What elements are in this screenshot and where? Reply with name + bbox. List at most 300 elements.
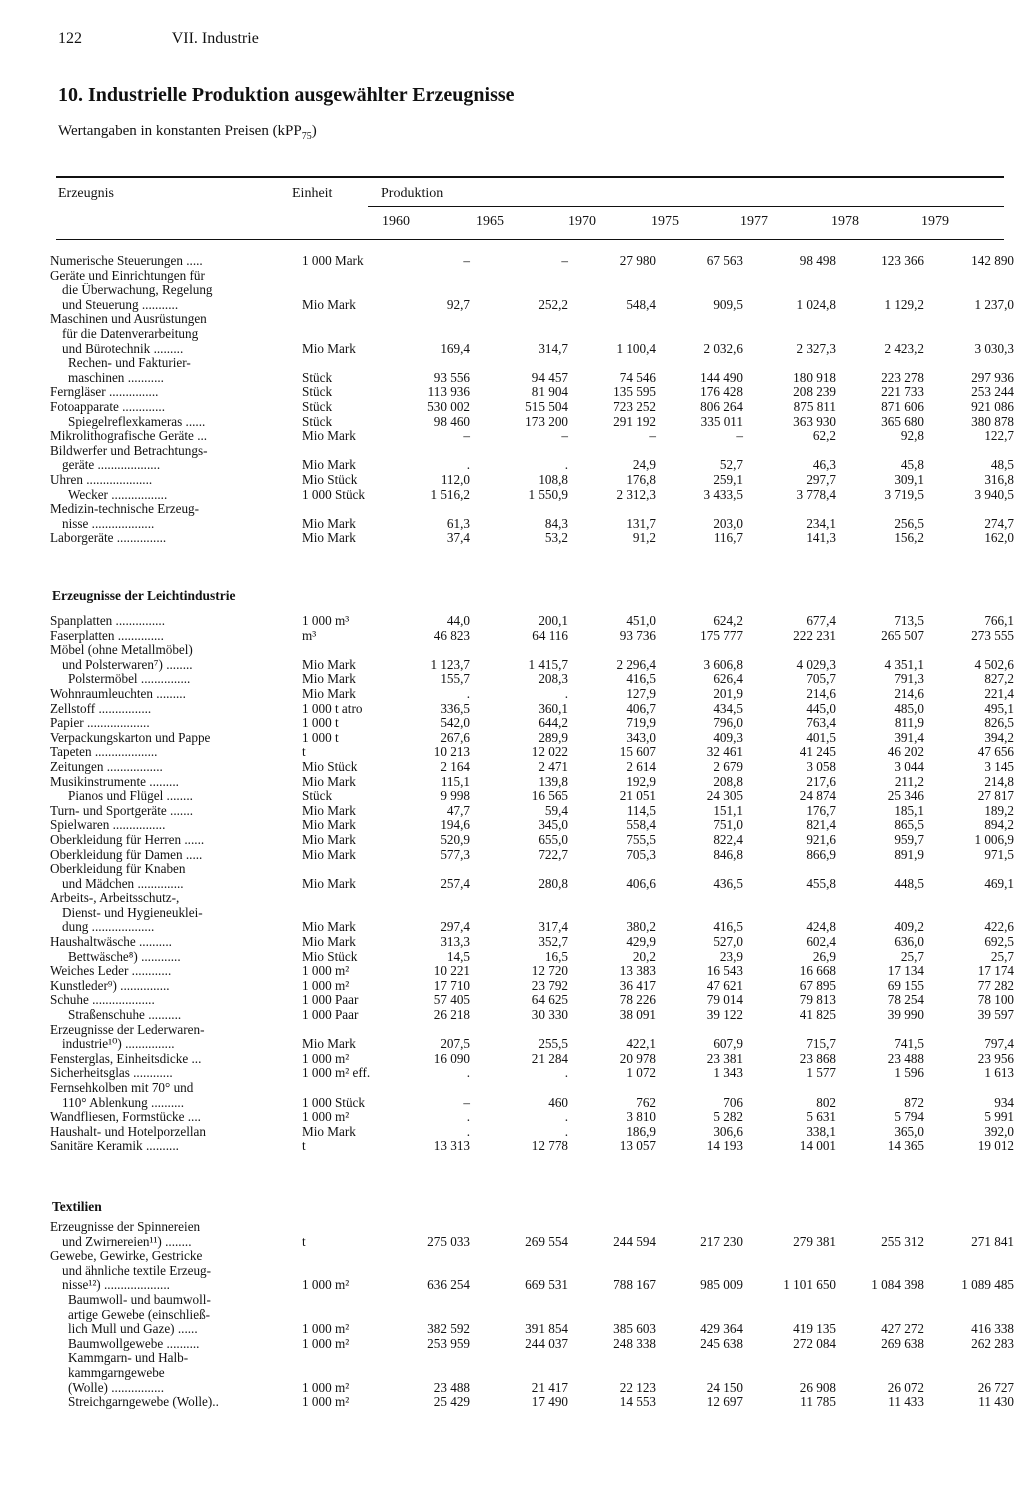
row-value <box>743 1264 836 1279</box>
row-value: 273 555 <box>971 627 1014 643</box>
row-value: 959,7 <box>894 831 924 847</box>
table-row <box>50 488 1014 503</box>
row-value: 436,5 <box>713 875 743 891</box>
row-value: 217 230 <box>700 1233 743 1249</box>
row-label: Arbeits-, Arbeitsschutz-, <box>50 891 180 906</box>
table-row <box>50 502 1014 517</box>
row-label: Sicherheitsglas ............ <box>50 1066 173 1081</box>
row-unit <box>302 1366 392 1381</box>
row-value: 15 607 <box>619 744 656 760</box>
row-label: für die Datenverarbeitung <box>62 326 199 341</box>
row-value <box>743 891 836 906</box>
row-value: 19 012 <box>977 1138 1014 1154</box>
table-row <box>50 327 1014 342</box>
row-value: 41 245 <box>799 744 836 760</box>
row-value: 23,9 <box>719 948 743 964</box>
table-row <box>50 716 1014 731</box>
row-label: die Überwachung, Regelung <box>62 283 213 298</box>
table-title: 10. Industrielle Produktion ausgewählter Erzeugnisse <box>58 84 515 106</box>
table-row <box>50 1395 1014 1410</box>
row-value: 115,1 <box>440 773 470 789</box>
row-label: nisse¹²) .................... <box>62 1278 170 1293</box>
row-value: 826,5 <box>984 715 1014 731</box>
row-value: 36 417 <box>619 977 656 993</box>
row-unit: 1 000 t <box>302 729 339 745</box>
header-bottom-rule <box>56 239 1004 240</box>
row-value: 142 890 <box>971 253 1014 268</box>
row-value: 185,1 <box>894 802 924 818</box>
row-value <box>568 906 656 921</box>
row-value: 1 072 <box>626 1065 656 1081</box>
row-value: 985 009 <box>700 1277 743 1293</box>
row-value: 176,8 <box>626 471 656 487</box>
row-value: 406,6 <box>626 875 656 891</box>
row-value: 274,7 <box>984 515 1014 531</box>
row-label: und Bürotechnik ......... <box>62 341 184 356</box>
row-label: dung ................... <box>62 920 155 935</box>
row-value <box>470 891 568 906</box>
row-value: 394,2 <box>984 729 1014 745</box>
table-row <box>50 1322 1014 1337</box>
row-value <box>470 269 568 284</box>
row-value <box>568 1220 656 1235</box>
row-value: 871 606 <box>881 398 924 414</box>
row-value: 194,6 <box>440 817 470 833</box>
row-value: 626,4 <box>713 671 743 687</box>
row-value <box>392 356 470 371</box>
row-value <box>743 283 836 298</box>
table-row <box>50 283 1014 298</box>
row-value: 527,0 <box>713 934 743 950</box>
row-value: 451,0 <box>626 613 656 628</box>
row-value <box>392 1220 470 1235</box>
row-value <box>568 643 656 658</box>
table-row <box>50 920 1014 935</box>
row-label: Weiches Leder ............ <box>50 964 172 979</box>
row-unit <box>302 906 392 921</box>
row-value: 460 <box>548 1094 568 1110</box>
row-label: Mikrolithografische Geräte ... <box>50 429 208 444</box>
table-row <box>50 1125 1014 1140</box>
row-value: 3 145 <box>984 758 1014 774</box>
row-value: 47,7 <box>446 802 470 818</box>
row-value <box>743 862 836 877</box>
row-unit: Mio Stück <box>302 948 358 964</box>
row-value: 542,0 <box>440 715 470 731</box>
row-label: Wandfliesen, Formstücke .... <box>50 1110 201 1125</box>
row-value: 297,7 <box>806 471 836 487</box>
row-label: kammgarngewebe <box>68 1365 165 1380</box>
row-value: 25,7 <box>990 948 1014 964</box>
row-value: 713,5 <box>894 613 924 628</box>
row-value <box>392 1249 470 1264</box>
row-value: 234,1 <box>806 515 836 531</box>
row-value <box>568 283 656 298</box>
row-value <box>924 312 1014 327</box>
row-value: 11 433 <box>888 1394 924 1410</box>
row-value <box>924 1366 1014 1381</box>
row-label: Kunstleder⁹) ............... <box>50 978 170 993</box>
row-value: 26 218 <box>433 1007 470 1023</box>
row-value: 3 433,5 <box>703 486 743 502</box>
row-value: 422,6 <box>984 919 1014 935</box>
row-value: 427 272 <box>881 1321 924 1337</box>
row-value: 208,3 <box>538 671 568 687</box>
row-unit: 1 000 m³ <box>302 613 350 628</box>
row-label: Erzeugnisse der Spinnereien <box>50 1220 201 1234</box>
row-unit <box>302 1308 392 1323</box>
row-unit: 1 000 m² <box>302 977 350 993</box>
row-unit: 1 000 m² <box>302 1050 350 1066</box>
row-value: . <box>466 1123 470 1139</box>
row-value: 291 192 <box>613 413 656 429</box>
row-value: 94 457 <box>531 369 568 385</box>
row-value <box>656 906 743 921</box>
row-label: geräte ................... <box>62 458 161 473</box>
row-unit: Mio Mark <box>302 831 356 847</box>
row-value: 11 430 <box>978 1394 1014 1410</box>
row-unit <box>302 269 392 284</box>
row-value: 39 597 <box>977 1007 1014 1023</box>
row-label: und Steuerung ........... <box>62 297 179 312</box>
row-value: 211,2 <box>894 773 924 789</box>
row-value: 23 792 <box>531 977 568 993</box>
row-value: 14 001 <box>799 1138 836 1154</box>
row-value: 380 878 <box>971 413 1014 429</box>
row-value <box>924 444 1014 459</box>
row-value: 221,4 <box>984 685 1014 701</box>
row-value: . <box>466 685 470 701</box>
row-value <box>392 891 470 906</box>
row-value: 25 346 <box>887 788 924 804</box>
row-value <box>392 1351 470 1366</box>
row-label: Musikinstrumente ......... <box>50 774 179 789</box>
row-value <box>924 269 1014 284</box>
row-value: 14 365 <box>887 1138 924 1154</box>
row-value: 23 488 <box>433 1379 470 1395</box>
row-value: 416,5 <box>713 919 743 935</box>
row-value: 217,6 <box>806 773 836 789</box>
row-value <box>568 1264 656 1279</box>
row-unit <box>302 312 392 327</box>
table-row <box>50 1337 1014 1352</box>
row-unit: Stück <box>302 369 333 385</box>
row-value: 47 656 <box>977 744 1014 760</box>
row-label: Spielwaren ................ <box>50 818 166 833</box>
row-value <box>656 1293 743 1308</box>
table-row <box>50 1249 1014 1264</box>
table-row <box>50 731 1014 746</box>
row-value: 44,0 <box>446 613 470 628</box>
subtitle-text: Wertangaben in konstanten Preisen (kPP <box>58 123 302 139</box>
row-unit <box>302 1351 392 1366</box>
row-value: 93 736 <box>619 627 656 643</box>
row-value: 21 284 <box>531 1050 568 1066</box>
row-label: Gewebe, Gewirke, Gestricke <box>50 1249 203 1264</box>
row-label: Oberkleidung für Knaben <box>50 862 186 877</box>
row-value: 74 546 <box>619 369 656 385</box>
row-unit <box>302 502 392 517</box>
row-label: Streichgarngewebe (Wolle).. <box>68 1395 219 1410</box>
row-unit: Mio Mark <box>302 875 356 891</box>
table-row <box>50 658 1014 673</box>
row-unit: Stück <box>302 398 333 414</box>
row-value: 23 868 <box>799 1050 836 1066</box>
row-value: 61,3 <box>446 515 470 531</box>
row-value: 16 090 <box>433 1050 470 1066</box>
row-value <box>743 1308 836 1323</box>
col-production: Produktion <box>381 186 444 201</box>
table-row <box>50 385 1014 400</box>
row-value: . <box>466 1109 470 1125</box>
row-value <box>924 1293 1014 1308</box>
row-value: 755,5 <box>626 831 656 847</box>
row-value: 822,4 <box>713 831 743 847</box>
row-value <box>656 1249 743 1264</box>
row-value: 52,7 <box>719 457 743 473</box>
row-value: 78 226 <box>619 992 656 1008</box>
row-value <box>568 502 656 517</box>
table-row <box>50 473 1014 488</box>
row-value <box>568 1081 656 1096</box>
row-value: 766,1 <box>984 613 1014 628</box>
row-value <box>924 1308 1014 1323</box>
row-value <box>743 1351 836 1366</box>
row-value <box>656 1220 743 1235</box>
row-value: 4 351,1 <box>884 656 924 672</box>
table-row <box>50 877 1014 892</box>
row-label: Rechen- und Fakturier- <box>68 356 191 371</box>
row-value: 267,6 <box>440 729 470 745</box>
row-value <box>743 1249 836 1264</box>
row-value: 909,5 <box>713 296 743 312</box>
production-rule <box>368 206 1004 207</box>
row-value <box>656 502 743 517</box>
row-value <box>392 502 470 517</box>
row-value <box>836 327 924 342</box>
row-unit: 1 000 t atro <box>302 700 363 716</box>
row-label: Bettwäsche⁸) ............ <box>68 949 181 964</box>
row-value: 894,2 <box>984 817 1014 833</box>
row-value: . <box>564 1123 568 1139</box>
row-label: 110° Ablenkung .......... <box>62 1095 185 1110</box>
row-value <box>743 1023 836 1038</box>
row-value: 313,3 <box>440 934 470 950</box>
row-label: Tapeten ................... <box>50 745 158 760</box>
row-value <box>836 1264 924 1279</box>
row-value: 1 123,7 <box>430 656 470 672</box>
row-value: . <box>466 1065 470 1081</box>
row-value <box>568 327 656 342</box>
row-label: Haushalt- und Hotelporzellan <box>50 1124 207 1139</box>
row-value <box>743 906 836 921</box>
row-value <box>743 1081 836 1096</box>
row-value: 4 502,6 <box>974 656 1014 672</box>
row-value: 763,4 <box>806 715 836 731</box>
row-label: Straßenschuhe .......... <box>68 1008 182 1023</box>
table-row <box>50 1220 1014 1235</box>
row-value: 48,5 <box>990 457 1014 473</box>
table-row <box>50 672 1014 687</box>
row-unit: 1 000 m² <box>302 1394 350 1410</box>
row-value: 67 895 <box>799 977 836 993</box>
row-value: 607,9 <box>713 1036 743 1052</box>
row-value: 827,2 <box>984 671 1014 687</box>
row-value: 186,9 <box>626 1123 656 1139</box>
row-value <box>568 269 656 284</box>
row-unit: 1 000 m² <box>302 1379 350 1395</box>
row-value: 380,2 <box>626 919 656 935</box>
row-value: 221 733 <box>881 384 924 400</box>
row-value: 13 057 <box>619 1138 656 1154</box>
row-unit <box>302 1249 392 1264</box>
row-value: 655,0 <box>538 831 568 847</box>
row-unit <box>302 444 392 459</box>
row-label: und Zwirnereien¹¹) ........ <box>62 1234 192 1249</box>
table-row <box>50 1023 1014 1038</box>
row-label: artige Gewebe (einschließ- <box>68 1307 211 1322</box>
row-value: 12 720 <box>531 963 568 979</box>
row-value: 271 841 <box>971 1233 1014 1249</box>
row-value: 13 383 <box>619 963 656 979</box>
row-value: 1 613 <box>984 1065 1014 1081</box>
row-value: 4 029,3 <box>796 656 836 672</box>
row-unit: 1 000 Paar <box>302 1007 359 1023</box>
row-value <box>656 1264 743 1279</box>
row-value: 5 631 <box>806 1109 836 1125</box>
row-label: Fensterglas, Einheitsdicke ... <box>50 1051 202 1066</box>
row-value: 13 313 <box>433 1138 470 1154</box>
row-unit: Mio Mark <box>302 802 356 818</box>
table-row <box>50 643 1014 658</box>
row-value: 21 417 <box>531 1379 568 1395</box>
row-unit: Mio Mark <box>302 817 356 833</box>
table-row <box>50 1008 1014 1023</box>
row-value: 1 596 <box>894 1065 924 1081</box>
row-value <box>392 1023 470 1038</box>
row-value <box>656 1366 743 1381</box>
row-value: 92,7 <box>446 296 470 312</box>
row-value: 46,3 <box>812 457 836 473</box>
row-value: 12 778 <box>531 1138 568 1154</box>
table-row <box>50 775 1014 790</box>
table-row <box>50 1066 1014 1081</box>
row-value: 257,4 <box>440 875 470 891</box>
row-unit: Mio Mark <box>302 1123 356 1139</box>
row-value: 255 312 <box>881 1233 924 1249</box>
row-value: 706 <box>723 1094 743 1110</box>
row-unit: Mio Mark <box>302 656 356 672</box>
row-unit: Mio Mark <box>302 671 356 687</box>
year-header: 1960 <box>382 214 410 229</box>
row-label: Papier ................... <box>50 716 150 731</box>
row-label: Fernsehkolben mit 70° und <box>50 1081 194 1095</box>
row-value <box>568 1249 656 1264</box>
row-value: 336,5 <box>440 700 470 716</box>
row-value: 14,5 <box>446 948 470 964</box>
row-value <box>470 327 568 342</box>
col-unit: Einheit <box>292 186 333 201</box>
row-label: Kammgarn- und Halb- <box>68 1351 189 1366</box>
row-label: Möbel (ohne Metallmöbel) <box>50 643 193 658</box>
row-value: 20,2 <box>632 948 656 964</box>
row-label: und ähnliche textile Erzeug- <box>62 1263 212 1278</box>
row-value: – <box>463 428 470 444</box>
row-value <box>470 862 568 877</box>
row-value: 23 956 <box>977 1050 1014 1066</box>
row-value: 46 823 <box>433 627 470 643</box>
table-row <box>50 371 1014 386</box>
row-value <box>392 1293 470 1308</box>
row-unit: Mio Mark <box>302 296 356 312</box>
row-value: 24 305 <box>706 788 743 804</box>
table-row <box>50 531 1014 546</box>
year-header: 1975 <box>651 214 679 229</box>
row-value <box>836 1249 924 1264</box>
row-value: 26 727 <box>977 1379 1014 1395</box>
row-value: 269 638 <box>881 1335 924 1351</box>
row-unit: 1 000 Paar <box>302 992 359 1008</box>
row-value: 875 811 <box>793 398 836 414</box>
row-value <box>836 269 924 284</box>
row-value: 3 044 <box>894 758 924 774</box>
row-label: Fotoapparate ............. <box>50 399 165 414</box>
row-value: 365,0 <box>894 1123 924 1139</box>
row-value <box>836 1366 924 1381</box>
row-unit: Mio Mark <box>302 685 356 701</box>
row-value: 495,1 <box>984 700 1014 716</box>
row-value: – <box>463 1094 470 1110</box>
subtitle-end: ) <box>311 123 317 139</box>
row-value: 262 283 <box>971 1335 1014 1351</box>
row-value: 37,4 <box>446 530 470 546</box>
row-value: 122,7 <box>984 428 1014 444</box>
row-value: 162,0 <box>984 530 1014 546</box>
row-value <box>568 356 656 371</box>
table-row <box>50 1037 1014 1052</box>
row-unit: 1 000 t <box>302 715 339 731</box>
row-value: 363 930 <box>793 413 836 429</box>
row-value: 306,6 <box>713 1123 743 1139</box>
row-value <box>470 502 568 517</box>
row-label: Verpackungskarton und Pappe <box>50 730 211 745</box>
row-value: 207,5 <box>440 1036 470 1052</box>
row-value <box>392 1264 470 1279</box>
row-value: 455,8 <box>806 875 836 891</box>
row-value <box>656 1023 743 1038</box>
row-value: 24 150 <box>706 1379 743 1395</box>
row-value <box>836 1351 924 1366</box>
table-row <box>50 687 1014 702</box>
row-label: Turn- und Sportgeräte ....... <box>50 803 194 818</box>
row-value: 39 990 <box>887 1007 924 1023</box>
row-unit: 1 000 Stück <box>302 486 366 502</box>
row-value: 3 058 <box>806 758 836 774</box>
table-row <box>50 1110 1014 1125</box>
row-value: 636 254 <box>427 1277 470 1293</box>
row-value <box>656 1351 743 1366</box>
row-value <box>924 1351 1014 1366</box>
row-label: Numerische Steuerungen ..... <box>50 254 203 268</box>
row-label: Baumwoll- und baumwoll- <box>68 1292 211 1307</box>
row-value: 26,9 <box>812 948 836 964</box>
row-value: 3 030,3 <box>974 340 1014 356</box>
table-row <box>50 833 1014 848</box>
row-value: 17 134 <box>887 963 924 979</box>
table-row <box>50 935 1014 950</box>
row-value: 92,8 <box>900 428 924 444</box>
row-value: 3 719,5 <box>884 486 924 502</box>
